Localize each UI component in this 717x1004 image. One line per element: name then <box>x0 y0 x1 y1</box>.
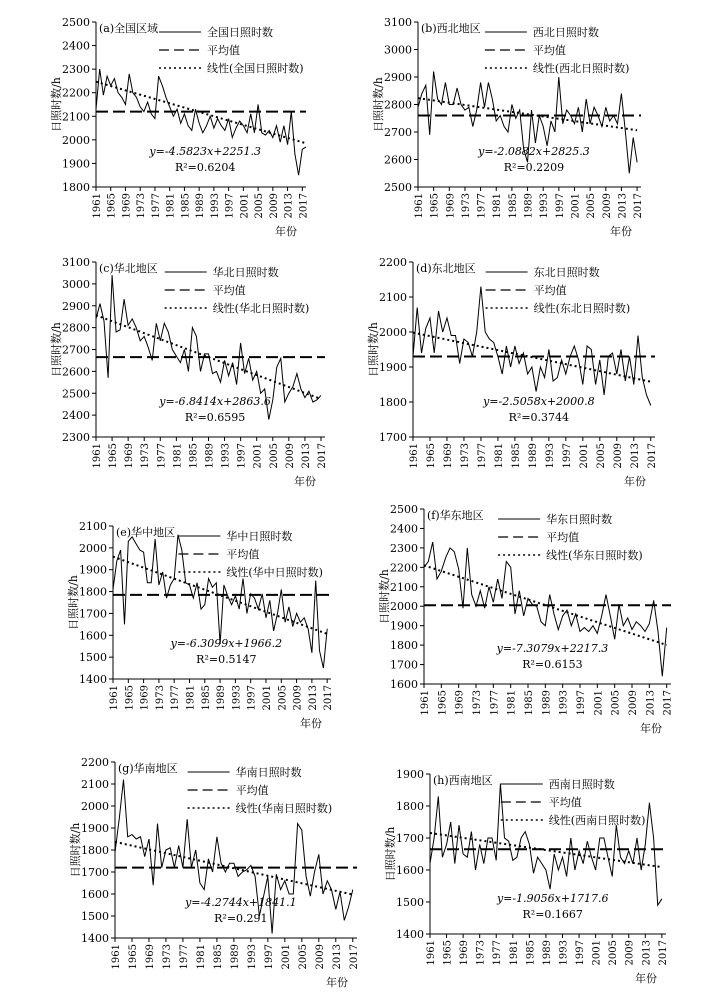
legend-mean-label: 平均值 <box>207 44 240 57</box>
legend-trend-label: 线性(西南日照时数) <box>548 814 646 827</box>
panel-title: (h)西南地区 <box>433 774 493 787</box>
y-tick-label: 1900 <box>79 563 107 577</box>
y-tick-label: 1800 <box>396 800 424 813</box>
y-tick-label: 2400 <box>62 409 90 423</box>
x-tick-label: 2005 <box>608 940 620 966</box>
x-tick-label: 2005 <box>277 685 289 711</box>
y-tick-label: 2700 <box>62 343 90 357</box>
x-tick-label: 1961 <box>109 685 120 711</box>
x-tick-label: 2009 <box>292 685 304 711</box>
r-squared: R²=0.2209 <box>503 161 565 174</box>
legend-mean-label: 平均值 <box>235 784 269 797</box>
y-tick-label: 2200 <box>62 86 90 100</box>
y-tick-label: 1500 <box>396 896 424 909</box>
trend-equation: y=-7.3079x+2217.3 <box>496 642 609 655</box>
x-tick-label: 2009 <box>284 443 296 469</box>
x-tick-label: 1997 <box>554 193 566 219</box>
x-tick-label: 1985 <box>525 940 537 966</box>
x-tick-label: 2013 <box>307 685 319 711</box>
x-tick-label: 1981 <box>195 944 207 970</box>
x-tick-label: 1973 <box>140 443 152 469</box>
x-tick-label: 1965 <box>108 443 120 469</box>
legend-mean-label: 平均值 <box>533 284 567 297</box>
x-tick-label: 2001 <box>252 443 264 469</box>
y-tick-label: 1500 <box>81 910 109 923</box>
panel-title: (b)西北地区 <box>421 22 481 35</box>
x-tick-label: 1961 <box>92 193 103 219</box>
x-tick-label: 1977 <box>489 690 501 716</box>
y-tick-label: 2400 <box>390 522 418 536</box>
y-tick-label: 2500 <box>62 16 90 29</box>
x-tick-label: 1969 <box>454 690 466 716</box>
x-tick-label: 1973 <box>459 443 471 469</box>
y-tick-label: 1900 <box>62 157 90 171</box>
y-tick-label: 2200 <box>379 256 407 269</box>
y-tick-label: 1900 <box>396 768 424 781</box>
y-tick-label: 2000 <box>390 600 418 614</box>
y-tick-label: 2500 <box>62 387 90 401</box>
x-tick-label: 1989 <box>541 690 553 716</box>
y-axis-label: 日照时数/h <box>67 575 80 630</box>
x-tick-label: 1981 <box>492 193 504 219</box>
x-tick-label: 2013 <box>629 443 641 469</box>
trend-equation: y=-6.8414x+2863.6 <box>159 395 271 408</box>
x-tick-label: 1993 <box>246 944 258 970</box>
x-axis-label: 年份 <box>300 717 322 730</box>
y-tick-label: 2800 <box>384 98 412 112</box>
x-tick-label: 1981 <box>493 443 505 469</box>
x-tick-label: 2017 <box>662 690 674 716</box>
legend-trend-label: 线性(华北日照时数) <box>212 302 310 315</box>
trend-equation: y=-4.2744x+1841.1 <box>185 896 297 909</box>
panel-title: (g)华南地区 <box>118 762 178 775</box>
legend-trend-label: 线性(西北日照时数) <box>532 62 630 75</box>
legend-series-label: 西北日照时数 <box>532 26 599 39</box>
x-tick-label: 1985 <box>200 685 212 711</box>
x-tick-label: 1969 <box>442 443 454 469</box>
x-tick-label: 1989 <box>195 193 207 219</box>
y-tick-label: 1500 <box>79 651 107 665</box>
y-tick-label: 2600 <box>62 365 90 379</box>
panel-title: (f)华东地区 <box>427 509 484 522</box>
y-axis-label: 日照时数/h <box>384 826 397 882</box>
y-tick-label: 1700 <box>81 866 109 879</box>
trend-equation: y=-2.5058x+2000.8 <box>483 395 595 408</box>
y-tick-label: 1600 <box>79 629 107 643</box>
y-tick-label: 1800 <box>62 181 90 194</box>
x-tick-label: 1997 <box>236 443 248 469</box>
x-tick-label: 1977 <box>492 940 504 966</box>
x-tick-label: 2009 <box>268 193 280 219</box>
legend-mean-label: 平均值 <box>226 548 260 561</box>
x-axis-label: 年份 <box>275 225 297 238</box>
x-tick-label: 1973 <box>460 193 472 219</box>
legend-series-label: 全国日照时数 <box>207 26 273 39</box>
x-tick-label: 1965 <box>437 690 449 716</box>
y-tick-label: 2900 <box>62 299 90 313</box>
x-tick-label: 1985 <box>510 443 522 469</box>
r-squared: R²=0.5147 <box>196 653 257 666</box>
x-tick-label: 1985 <box>188 443 200 469</box>
y-tick-label: 2700 <box>384 126 412 139</box>
x-tick-label: 2005 <box>297 944 309 970</box>
x-tick-label: 2017 <box>298 193 310 219</box>
r-squared: R²=0.6204 <box>174 161 236 174</box>
y-tick-label: 1800 <box>379 396 407 409</box>
x-tick-label: 2005 <box>268 443 280 469</box>
y-tick-label: 1900 <box>379 361 407 374</box>
x-tick-label: 2001 <box>239 192 251 219</box>
y-tick-label: 3000 <box>384 43 412 57</box>
x-tick-label: 1969 <box>144 944 156 970</box>
y-tick-label: 3100 <box>62 256 90 269</box>
trend-equation: y=-1.9056x+1717.6 <box>496 892 609 905</box>
r-squared: R²=0.1667 <box>522 908 583 921</box>
trend-equation: y=-4.5823x+2251.3 <box>149 145 261 158</box>
legend-trend-label: 线性(华东日照时数) <box>546 549 643 562</box>
x-tick-label: 1993 <box>220 443 232 469</box>
y-axis-label: 日照时数/h <box>378 569 391 624</box>
x-tick-label: 1977 <box>150 193 162 219</box>
x-tick-label: 1969 <box>139 685 151 711</box>
y-tick-label: 1400 <box>396 928 424 941</box>
trend-equation: y=-2.0882x+2825.3 <box>478 145 590 158</box>
x-tick-label: 1993 <box>231 685 243 711</box>
x-tick-label: 2017 <box>316 443 328 469</box>
x-tick-label: 1981 <box>165 193 177 219</box>
y-axis-label: 日照时数/h <box>69 822 82 878</box>
x-tick-label: 1997 <box>246 685 258 711</box>
x-tick-label: 1993 <box>209 193 221 219</box>
x-tick-label: 1973 <box>161 944 173 970</box>
y-tick-label: 2500 <box>384 181 412 194</box>
y-tick-label: 2000 <box>81 800 109 813</box>
legend-trend-label: 线性(华南日照时数) <box>235 802 333 815</box>
x-tick-label: 1985 <box>212 944 224 970</box>
x-tick-label: 1973 <box>136 193 148 219</box>
x-tick-label: 1965 <box>106 193 118 219</box>
y-tick-label: 2000 <box>379 326 407 339</box>
x-axis-label: 年份 <box>624 475 646 488</box>
panel-title: (c)华北地区 <box>99 262 158 275</box>
x-tick-label: 1993 <box>544 443 556 469</box>
x-tick-label: 1981 <box>185 685 197 711</box>
r-squared: R²=0.3744 <box>508 411 570 424</box>
x-tick-label: 1961 <box>414 193 425 219</box>
x-axis-label: 年份 <box>640 722 662 735</box>
legend-mean-label: 平均值 <box>532 44 566 57</box>
x-tick-label: 1969 <box>124 443 136 469</box>
y-tick-label: 2400 <box>62 39 90 53</box>
x-tick-label: 2017 <box>633 193 645 219</box>
x-tick-label: 2013 <box>300 443 312 469</box>
x-tick-label: 2017 <box>323 685 335 711</box>
x-tick-label: 1961 <box>426 940 437 966</box>
r-squared: R²=0.291 <box>214 912 268 925</box>
y-tick-label: 2900 <box>384 71 412 84</box>
x-tick-label: 2005 <box>586 193 598 219</box>
x-tick-label: 2017 <box>646 443 658 469</box>
y-tick-label: 2200 <box>390 561 418 575</box>
legend-series-label: 华北日照时数 <box>212 266 279 279</box>
y-tick-label: 2000 <box>62 133 90 147</box>
y-axis-label: 日照时数/h <box>50 77 63 132</box>
y-tick-label: 1700 <box>396 832 424 845</box>
x-tick-label: 2001 <box>261 685 273 711</box>
x-axis-label: 年份 <box>635 972 657 985</box>
y-axis-label: 日照时数/h <box>50 322 63 377</box>
y-tick-label: 1400 <box>81 932 109 945</box>
legend-trend-label: 线性(东北日照时数) <box>533 302 631 315</box>
y-tick-label: 1400 <box>79 673 107 686</box>
x-tick-label: 1961 <box>409 443 420 469</box>
y-tick-label: 1900 <box>390 619 418 633</box>
y-tick-label: 2300 <box>62 63 90 77</box>
x-tick-label: 1973 <box>154 685 166 711</box>
x-tick-label: 1993 <box>539 193 551 219</box>
r-squared: R²=0.6153 <box>522 658 583 671</box>
x-tick-label: 2001 <box>591 940 603 966</box>
x-tick-label: 2013 <box>331 944 343 970</box>
x-tick-label: 1965 <box>442 940 454 966</box>
x-tick-label: 2017 <box>657 940 669 966</box>
x-tick-label: 2001 <box>593 690 605 716</box>
x-tick-label: 1969 <box>459 940 471 966</box>
x-tick-label: 1965 <box>124 685 136 711</box>
x-tick-label: 1969 <box>445 193 457 219</box>
x-tick-label: 1977 <box>476 443 488 469</box>
x-tick-label: 1989 <box>229 944 241 970</box>
y-tick-label: 3000 <box>62 277 90 291</box>
x-tick-label: 1985 <box>507 193 519 219</box>
y-axis-label: 日照时数/h <box>367 322 380 377</box>
trend-equation: y=-6.3099x+1966.2 <box>170 637 283 650</box>
y-tick-label: 2300 <box>62 431 90 444</box>
x-tick-label: 1969 <box>121 193 133 219</box>
x-tick-label: 2009 <box>628 690 639 716</box>
x-tick-label: 1985 <box>180 193 192 219</box>
legend-series-label: 华中日照时数 <box>226 530 293 543</box>
x-axis-label: 年份 <box>610 225 632 238</box>
y-tick-label: 1900 <box>81 822 109 835</box>
x-tick-label: 1993 <box>558 940 570 966</box>
y-tick-label: 2000 <box>79 541 107 555</box>
x-axis-label: 年份 <box>294 475 316 488</box>
y-tick-label: 2100 <box>62 110 90 124</box>
y-tick-label: 1700 <box>379 431 407 444</box>
x-tick-label: 1989 <box>527 443 539 469</box>
y-tick-label: 1600 <box>390 678 418 691</box>
legend-mean-label: 平均值 <box>548 796 582 809</box>
y-tick-label: 1800 <box>79 585 107 599</box>
x-tick-label: 2013 <box>617 193 629 219</box>
x-tick-label: 1997 <box>224 193 236 219</box>
x-tick-label: 2017 <box>348 944 360 970</box>
x-tick-label: 1989 <box>523 193 535 219</box>
x-tick-label: 1989 <box>204 443 216 469</box>
y-tick-label: 1600 <box>81 888 109 901</box>
x-tick-label: 1989 <box>216 685 228 711</box>
x-tick-label: 1993 <box>558 690 570 716</box>
legend-trend-label: 线性(华中日照时数) <box>226 566 323 579</box>
x-tick-label: 2009 <box>612 443 624 469</box>
y-tick-label: 1700 <box>79 607 107 621</box>
x-tick-label: 1961 <box>420 690 431 716</box>
x-tick-label: 1961 <box>111 944 122 970</box>
y-tick-label: 2100 <box>81 778 109 791</box>
y-tick-label: 3100 <box>384 16 412 29</box>
x-tick-label: 1961 <box>92 443 103 469</box>
x-tick-label: 2001 <box>570 193 582 219</box>
x-tick-label: 1997 <box>561 443 573 469</box>
x-tick-label: 1973 <box>472 690 483 716</box>
x-tick-label: 1977 <box>170 685 182 711</box>
legend-mean-label: 平均值 <box>546 531 580 544</box>
legend-series-label: 华东日照时数 <box>546 513 613 526</box>
legend-series-label: 华南日照时数 <box>235 766 302 779</box>
panel-title: (d)东北地区 <box>416 262 476 275</box>
x-tick-label: 1977 <box>178 944 190 970</box>
x-axis-label: 年份 <box>326 976 348 989</box>
x-tick-label: 2013 <box>641 940 653 966</box>
x-tick-label: 1997 <box>263 944 275 970</box>
panel-title: (e)华中地区 <box>116 526 176 539</box>
x-tick-label: 2013 <box>283 193 295 219</box>
y-tick-label: 1700 <box>390 658 418 672</box>
y-tick-label: 2300 <box>390 541 418 555</box>
y-tick-label: 2600 <box>384 153 412 167</box>
y-tick-label: 2200 <box>81 756 109 769</box>
x-tick-label: 1997 <box>575 940 587 966</box>
legend-series-label: 东北日照时数 <box>533 266 600 279</box>
x-tick-label: 1977 <box>156 443 168 469</box>
y-tick-label: 1800 <box>390 639 418 653</box>
x-tick-label: 1989 <box>541 940 553 966</box>
x-tick-label: 1981 <box>172 443 184 469</box>
x-tick-label: 2001 <box>280 944 292 970</box>
panel-title: (a)全国区域 <box>99 22 159 35</box>
y-tick-label: 2800 <box>62 321 90 335</box>
x-tick-label: 2009 <box>624 940 636 966</box>
r-squared: R²=0.6595 <box>184 411 246 424</box>
x-tick-label: 1965 <box>425 443 437 469</box>
y-tick-label: 2100 <box>390 580 418 594</box>
legend-series-label: 西南日照时数 <box>548 778 615 791</box>
x-tick-label: 1981 <box>506 690 518 716</box>
y-tick-label: 2100 <box>79 520 107 533</box>
x-tick-label: 2005 <box>610 690 622 716</box>
legend-mean-label: 平均值 <box>212 284 246 297</box>
x-tick-label: 2009 <box>314 944 326 970</box>
x-tick-label: 1985 <box>524 690 535 716</box>
y-axis-label: 日照时数/h <box>372 77 385 132</box>
y-tick-label: 1600 <box>396 864 424 877</box>
y-tick-label: 2500 <box>390 503 418 516</box>
y-tick-label: 2100 <box>379 291 407 304</box>
x-tick-label: 1997 <box>576 690 587 716</box>
x-tick-label: 1965 <box>127 944 139 970</box>
x-tick-label: 1977 <box>476 193 488 219</box>
x-tick-label: 1981 <box>508 940 520 966</box>
x-tick-label: 2013 <box>645 690 657 716</box>
x-tick-label: 2005 <box>254 193 266 219</box>
x-tick-label: 2001 <box>578 443 590 469</box>
x-tick-label: 2009 <box>601 193 613 219</box>
y-tick-label: 1800 <box>81 844 109 857</box>
x-tick-label: 2005 <box>595 443 607 469</box>
x-tick-label: 1965 <box>429 193 441 219</box>
x-tick-label: 1973 <box>475 940 487 966</box>
legend-trend-label: 线性(全国日照时数) <box>207 62 304 75</box>
